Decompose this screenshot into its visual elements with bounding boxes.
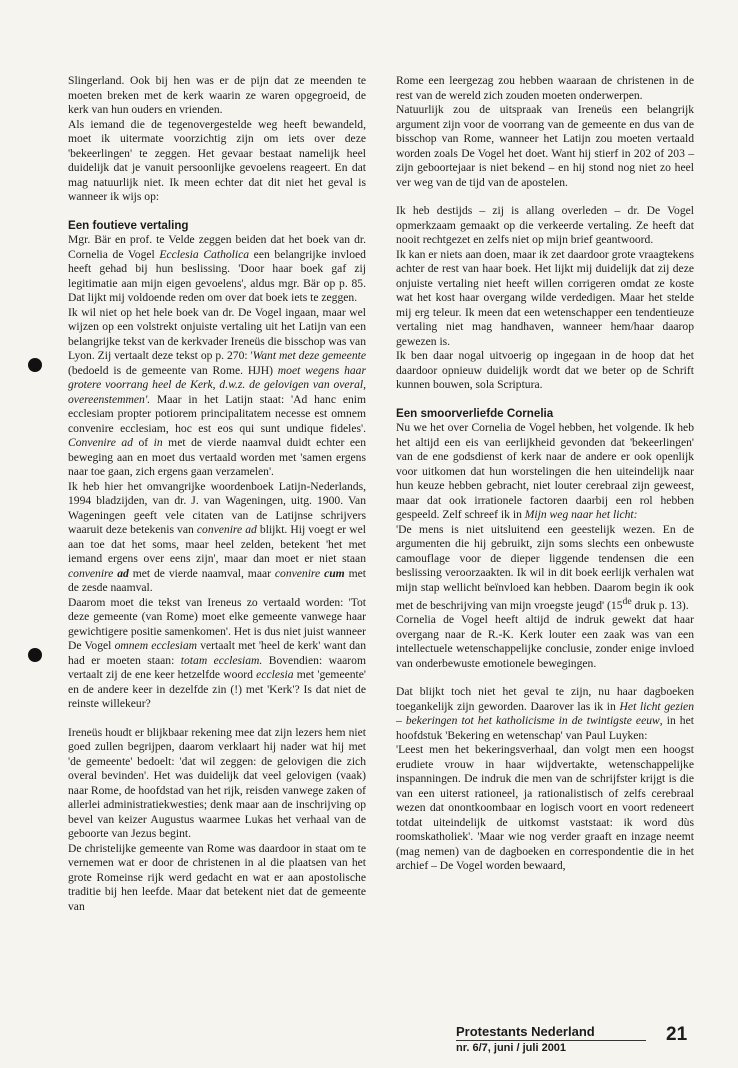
magazine-title: Protestants Nederland xyxy=(456,1024,595,1039)
paragraph: Ik ben daar nogal uitvoerig op ingegaan in de hoop dat het daardoor opnieuw duidelijk wordt dat we beter op de Schrift kunnen bouwen, sola Scriptura. xyxy=(396,349,694,391)
right-column xyxy=(396,74,694,874)
paragraph: Ik wil niet op het hele boek van dr. De Vogel ingaan, maar wel wijzen op een volstrekt onjuiste vertaling uit het Latijn van een belangrijke tekst van de kerkvader Ireneüs die bisschop was van Lyon. Zij vertaalt deze tekst op p. 270: 'Want met deze gemeente (bedoeld is de gemeente van Rome. HJH) moet wegens haar grotere voorrang heel de Kerk, d.w.z. de gelovigen van overal, overeenstemmen'. Maar in het Latijn staat: 'Ad hanc enim ecclesiam propter potiorem principalitatem necesse est omnem convenire ecclesiam, hoc est eos qui sunt undique fideles'. Convenire ad of in met de vierde naamval duidt echter een beweging aan en moet dus vertaald worden met 'samen ergens naar toe gaan, zich ergens gaan verzamelen'. xyxy=(68,305,366,478)
paragraph: De christelijke gemeente van Rome was daardoor in staat om te vernemen wat er door de christenen in al die plaatsen van het grote Romeinse rijk werd gedacht en wat er aan apostolische traditie bij hen leefde. Maar dat betekent niet dat de gemeente van xyxy=(68,841,366,913)
section-heading: Een foutieve vertaling xyxy=(68,218,189,232)
quote: 'Leest men het bekeringsverhaal, dan volgt men een hoogst erudiete vrouw in haar wijdvertakte, wetenschappelijke inspanningen. De indruk die men van de schrijfster krijgt is die van een uiterst rationeel, ja rationalistisch of zelfs cerebraal wezen dat onontkoombaar en logisch voort en voort redeneert totdat uiteindelijk de uitkomst vaststaat: ik word dùs roomskatholiek'. 'Maar wie nog verder graaft en inzage neemt (mag nemen) van de dagboeken en correspondentie die in het archief – De Vogel worden bewaard, xyxy=(396,743,694,873)
paragraph: Als iemand die de tegenovergestelde weg heeft bewandeld, moet ik uitermate voorzichtig zijn om iets over deze 'bekeerlingen' te zeggen. Het gevaar bestaat namelijk heel duidelijk dat je vanuit persoonlijke gevoelens reageert. En dat mag natuurlijk niet. Ik meen echter dat dit niet het geval is wanneer ik wijs op: xyxy=(68,117,366,203)
left-column xyxy=(68,74,366,914)
quote: 'De mens is niet uitsluitend een geestelijk wezen. En de argumenten die hij gebruikt, zijn soms slechts een onbewuste camouflage voor de dieper liggende tendensen die een beslissing veroorzaakten. Ik wil in dit boek eerlijk verhalen wat mijn stap wellicht beïnvloed kan hebben. Daarom begin ik ook met de beschrijving van mijn vroegste jeugd' (15de druk p. 13). xyxy=(396,522,694,612)
binder-hole xyxy=(28,358,42,372)
paragraph: Dat blijkt toch niet het geval te zijn, nu haar dagboeken toegankelijk zijn geworden. Daarover las ik in Het licht gezien – bekeringen tot het katholicisme in de twintigste eeuw, in het hoofdstuk 'Bekering en wetenschap' van Paul Luyken: xyxy=(396,685,694,742)
page-footer xyxy=(456,1024,718,1056)
paragraph: Ireneüs houdt er blijkbaar rekening mee dat zijn lezers hem niet goed zullen begrijpen, daarom verklaart hij nader wat hij met 'de gemeente' bedoelt: 'dat wil zeggen: de gelovigen die zich overal bevinden'. Het was duidelijk dat veel gelovigen (vaak) naar Rome, de hoofdstad van het rijk, reisden vanwege zaken of allerlei administratiekwesties; denk maar aan de inschrijving op bevel van keizer Augustus waarmee Lukas het verhaal van de geboorte van Jezus begint. xyxy=(68,725,366,840)
paragraph: Cornelia de Vogel heeft altijd de indruk gewekt dat haar overgang naar de R.-K. Kerk louter een zaak was van een intellectuele wetenschappelijke conclusie, zonder enige invloed van onderbewuste emotionele bewegingen. xyxy=(396,613,694,670)
paragraph: Rome een leergezag zou hebben waaraan de christenen in de rest van de wereld zich zouden moeten onderwerpen. xyxy=(396,74,694,102)
paragraph: Ik kan er niets aan doen, maar ik zet daardoor grote vraagtekens achter de rest van haar boek. Het lijkt mij duidelijk dat zij deze onjuiste vertaling niet heeft willen corrigeren omdat ze koste wat het kost haar overgang wilde verdedigen. Maar het stelde mij erg teleur. Ik meen dat een wetenschapper een tendentieuze vertaling niet mag handhaven, wanneer hem/haar daarop gewezen is. xyxy=(396,247,694,348)
paragraph: Ik heb destijds – zij is allang overleden – dr. De Vogel opmerkzaam gemaakt op die verkeerde vertaling. Ze heeft dat nooit rechtgezet en zelfs niet op mijn brief geantwoord. xyxy=(396,204,694,246)
paragraph: Ik heb hier het omvangrijke woordenboek Latijn-Nederlands, 1994 bladzijden, van dr. J. van Wageningen, uitg. 1900. Van Wageningen geeft vele citaten van de Latijnse schrijvers waaruit deze betekenis van convenire ad blijkt. Hij voegt er wel aan toe dat het soms, maar heel zelden, betekent 'het met iemand ergens over eens zijn', maar dan moet er niet staan convenire ad met de vierde naamval, maar convenire cum met de zesde naamval. xyxy=(68,479,366,594)
page-number: 21 xyxy=(666,1024,688,1045)
issue-info: nr. 6/7, juni / juli 2001 xyxy=(456,1042,567,1054)
footer-rule xyxy=(456,1040,646,1041)
binder-hole xyxy=(28,648,42,662)
paragraph: Daarom moet die tekst van Ireneus zo vertaald worden: 'Tot deze gemeente (van Rome) moet elke gemeente vanwege haar gewichtigere positie samenkomen'. Het is dus niet juist wanneer De Vogel omnem ecclesiam vertaalt met 'heel de kerk' want dan had er moeten staan: totam ecclesiam. Bovendien: waarom vertaalt zij de ene keer hetzelfde woord ecclesia met 'gemeente' en de andere keer in dezelfde zin (!) met 'Kerk'? Is dat niet de reinste willekeur? xyxy=(68,595,366,710)
paragraph: Slingerland. Ook bij hen was er de pijn dat ze meenden te moeten breken met de kerk waarin ze waren opgegroeid, de kerk van hun ouders en vrienden. xyxy=(68,74,366,116)
paragraph: Natuurlijk zou de uitspraak van Ireneüs een belangrijk argument zijn voor de voorrang van de gemeente en dus van de bisschop van Rome, wanneer het Latijn zou moeten vertaald worden zoals De Vogel het doet. Want hij stierf in 202 of 203 – zijn geboortejaar is niet bekend – en hij stond nog niet zo heel ver weg van de tijd van de apostelen. xyxy=(396,103,694,189)
paragraph: Nu we het over Cornelia de Vogel hebben, het volgende. Ik heb het altijd een eis van eerlijkheid gevonden dat 'bekeerlingen' van de ene godsdienst of kerk naar de andere er ook openlijk voor uitkomen dat hun worstelingen die hen uiteindelijk naar hun keuze hebben gebracht, niet louter cerebraal zijn geweest, maar dat ook irrationele factoren daarbij een rol hebben gespeeld. Zelf schreef ik in Mijn weg naar het licht: xyxy=(396,421,694,521)
section-heading: Een smoorverliefde Cornelia xyxy=(396,406,554,420)
paragraph: Mgr. Bär en prof. te Velde zeggen beiden dat het boek van dr. Cornelia de Vogel Ecclesia Catholica een belangrijke invloed heeft gehad bij hun beslissing. 'Door haar boek gaf zij legitimatie aan mijn eigen gevoelens', aldus mgr. Bär op p. 85. Dat lijkt mij voldoende reden om over dat boek iets te zeggen. xyxy=(68,233,366,304)
